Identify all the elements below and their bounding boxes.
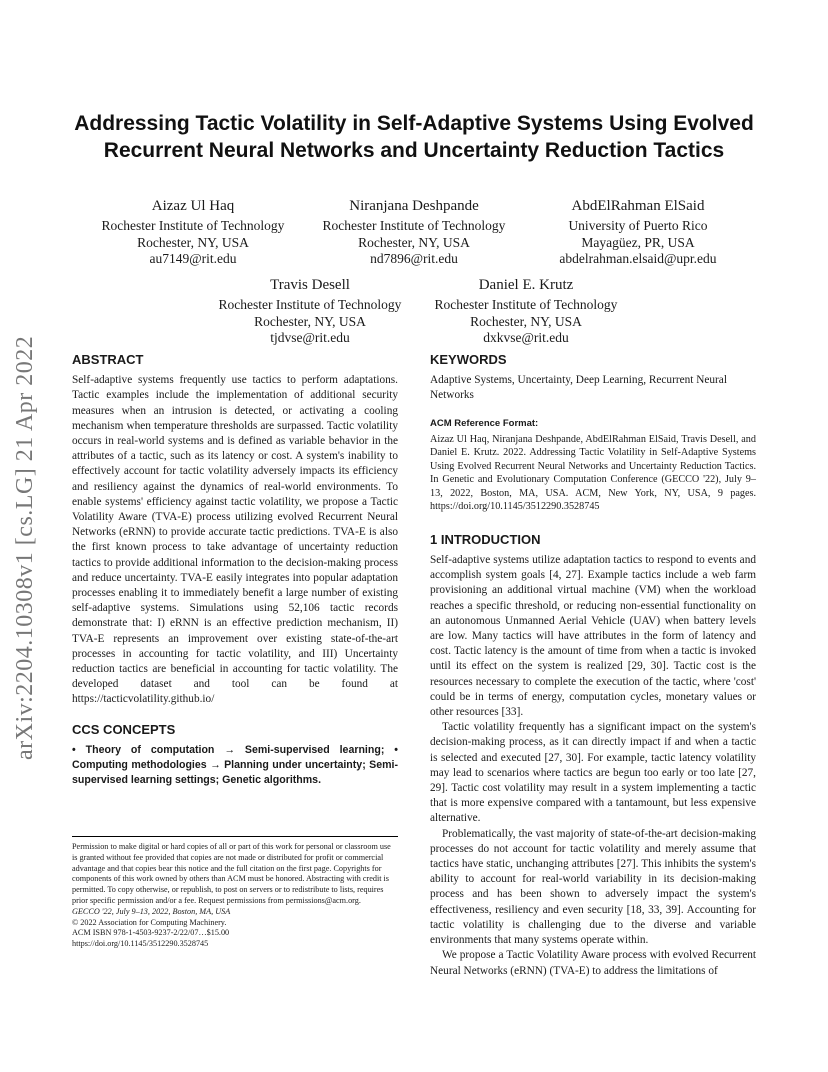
author-location: Rochester, NY, USA bbox=[358, 234, 470, 250]
author-location: Rochester, NY, USA bbox=[470, 313, 582, 329]
author-block bbox=[420, 276, 632, 347]
intro-paragraph: We propose a Tactic Volatility Aware process with evolved Recurrent Neural Networks (eRNN) (TVA-E) to address the limitations of bbox=[430, 949, 756, 977]
isbn-line: ACM ISBN 978-1-4503-9237-2/22/07…$15.00 bbox=[72, 928, 230, 938]
abstract-heading: ABSTRACT bbox=[72, 352, 144, 367]
paper-title: Addressing Tactic Volatility in Self-Adaptive Systems Using Evolved Recurrent Neural Networks and Uncertainty Reduction Tactics bbox=[74, 112, 754, 162]
author-affiliation: Rochester Institute of Technology bbox=[434, 297, 618, 312]
author-affiliation: University of Puerto Rico bbox=[568, 218, 708, 233]
conference-line: GECCO '22, July 9–13, 2022, Boston, MA, USA bbox=[72, 906, 231, 916]
keywords-heading: KEYWORDS bbox=[430, 352, 507, 367]
author-location: Rochester, NY, USA bbox=[254, 313, 366, 329]
intro-paragraph: Problematically, the vast majority of state-of-the-art decision-making processes do not account for tactic volatility and merely assume that tactics have static, unchanging attributes [27]. This inhibits the system's ability to account for real-world variability in its decision-making process and has been shown to adversely impact the system's effectiveness, resiliency and even security [18, 33, 39]. Accounting for tactic volatility is challenging due to the diverse and variable environments that many systems operate within. bbox=[430, 827, 756, 947]
intro-paragraph: Self-adaptive systems utilize adaptation tactics to respond to events and accomplish system goals [4, 27]. Example tactics include a web farm provisioning an additional virtual machine (VM) when the workload reaches a specific threshold, or reducing non-essential functionality on an autonomous Unmanned Aerial Vehicle (UAV) when battery levels are low. Many tactics will have attributes in the form of latency and cost. Tactic latency is the amount of time from when a tactic is invoked until its effect on the system is realized [29, 30]. Tactic cost is the resources necessary to complete the execution of the tactic, where 'cost' could be in terms of energy, computation cycles, monetary values or other resources [33]. bbox=[430, 554, 756, 719]
author-email: dxkvse@rit.edu bbox=[483, 330, 569, 345]
author-affiliation: Rochester Institute of Technology bbox=[218, 297, 402, 312]
author-name: Aizaz Ul Haq bbox=[151, 198, 235, 214]
copyright-line: © 2022 Association for Computing Machinery. bbox=[72, 917, 227, 927]
author-name: Niranjana Deshpande bbox=[349, 198, 479, 214]
author-affiliation: Rochester Institute of Technology bbox=[101, 218, 285, 233]
author-name: Daniel E. Krutz bbox=[478, 277, 574, 293]
author-email: au7149@rit.edu bbox=[149, 251, 237, 266]
doi-line: https://doi.org/10.1145/3512290.3528745 bbox=[72, 939, 209, 949]
right-column bbox=[430, 352, 756, 979]
author-block bbox=[88, 197, 298, 268]
acm-ref-text: Aizaz Ul Haq, Niranjana Deshpande, AbdElRahman ElSaid, Travis Desell, and Daniel E. Krutz. 2022. Addressing Tactic Volatility in Self-Adaptive Systems Using Evolved Recurrent Neural Networks and Uncertainty Reduction Tactics. In Genetic and Evolutionary Computation Conference (GECCO '22), July 9–13, 2022, Boston, MA, USA. ACM, New York, NY, USA, 9 pages. https://doi.org/10.1145/3512290.3528745 bbox=[430, 433, 756, 513]
acm-ref-heading: ACM Reference Format: bbox=[430, 417, 539, 429]
author-location: Rochester, NY, USA bbox=[137, 234, 249, 250]
left-column bbox=[72, 352, 398, 788]
ccs-text: • Theory of computation → Semi-supervised learning; • Computing methodologies → Planning under uncertainty; Semi-supervised learning settings; Genetic algorithms. bbox=[72, 743, 398, 787]
author-name: AbdElRahman ElSaid bbox=[571, 198, 705, 214]
author-email: abdelrahman.elsaid@upr.edu bbox=[559, 251, 717, 266]
author-email: nd7896@rit.edu bbox=[370, 251, 458, 266]
author-location: Mayagüez, PR, USA bbox=[581, 234, 695, 250]
author-email: tjdvse@rit.edu bbox=[270, 330, 350, 345]
abstract-text: Self-adaptive systems frequently use tactics to perform adaptations. Tactic examples include the implementation of additional security measures when an intrusion is detected, or activating a cooling mechanism when temperature thresholds are surpassed. Tactic volatility occurs in real-world systems and is defined as variable behavior in the attributes of a tactic, such as its latency or cost. A system's inability to effectively account for tactic volatility adversely impacts its efficiency and resiliency against the dynamics of real-world environments. To enable systems' efficiency against tactic volatility, we propose a Tactic Volatility Aware (TVA-E) process utilizing evolved Recurrent Neural Networks (eRNN) to provide accurate tactic predictions. TVA-E is also the first known process to take advantage of uncertainty reduction tactics to provide additional information to the decision-making process and reduce uncertainty. TVA-E easily integrates into popular adaptation processes enabling it to immediately benefit a large number of existing self-adaptive systems. Simulations using 52,106 tactic records demonstrate that: I) eRNN is an effective prediction mechanism, II) TVA-E represents an improvement over existing state-of-the-art processes in accounting for tactic volatility, and III) Uncertainty reduction tactics are beneficial in accounting for tactic volatility. The developed dataset and tool can be found at https://tacticvolatility.github.io/ bbox=[72, 374, 398, 706]
author-block bbox=[528, 197, 748, 268]
arxiv-identifier: arXiv:2204.10308v1 [cs.LG] 21 Apr 2022 bbox=[12, 335, 38, 760]
permission-footnote bbox=[72, 836, 398, 950]
permission-text: Permission to make digital or hard copies of all or part of this work for personal or classroom use is granted without fee provided that copies are not made or distributed for profit or commercial advantage and that copies bear this notice and the full citation on the first page. Copyrights for components of this work owned by others than ACM must be honored. Abstracting with credit is permitted. To copy otherwise, or republish, to post on servers or to redistribute to lists, requires prior specific permission and/or a fee. Request permissions from permissions@acm.org. bbox=[72, 842, 391, 905]
author-affiliation: Rochester Institute of Technology bbox=[322, 218, 506, 233]
introduction-heading: 1 INTRODUCTION bbox=[430, 531, 541, 547]
author-name: Travis Desell bbox=[270, 277, 350, 293]
keywords-text: Adaptive Systems, Uncertainty, Deep Learning, Recurrent Neural Networks bbox=[430, 374, 727, 402]
intro-paragraph: Tactic volatility frequently has a significant impact on the system's decision-making process, as it can directly impact if and when a tactic is selected and executed [27, 30]. For example, tactic latency volatility may lead to scenarios where tactics are begun too early or too late [27, 29]. Tactic cost volatility may result in a system implementing a tactic that is more expensive compared with a tantamount, but less expensive alternative. bbox=[430, 721, 756, 825]
ccs-heading: CCS CONCEPTS bbox=[72, 721, 176, 737]
author-block bbox=[200, 276, 420, 347]
author-block bbox=[308, 197, 520, 268]
